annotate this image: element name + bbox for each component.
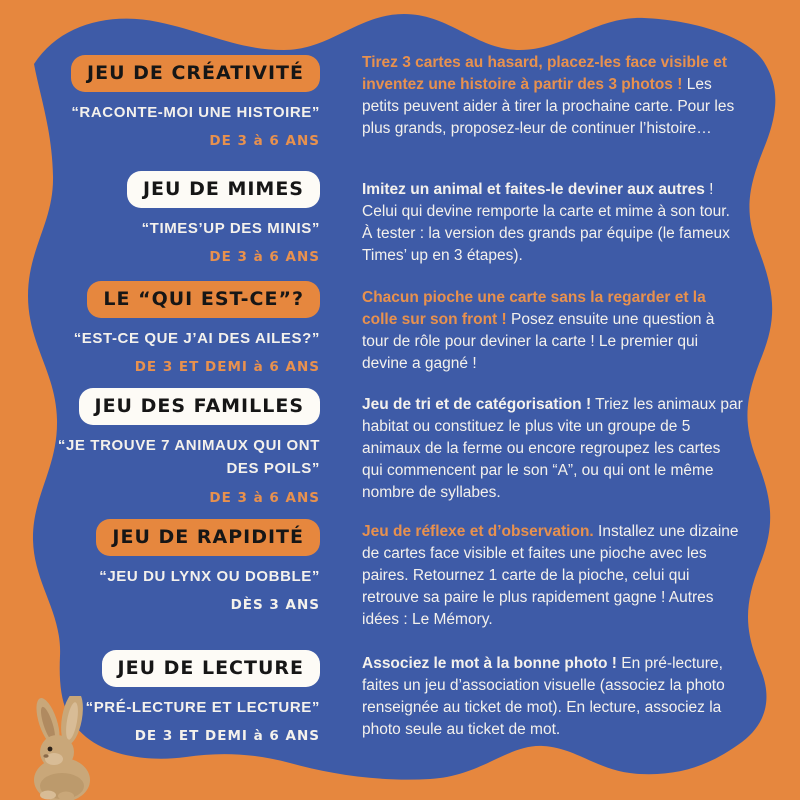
age-range-rapidite: DÈS 3 ANS xyxy=(230,597,320,614)
desc-lead-lecture: Associez le mot à la bonne photo ! xyxy=(362,655,617,672)
game-subtitle-rapidite: “JEU DU LYNX OU DOBBLE” xyxy=(99,568,320,585)
game-badge-mimes: JEU DE MIMES xyxy=(127,171,320,208)
desc-lecture xyxy=(362,653,744,741)
desc-rest-lecture: En pré-lecture, faites un jeu d’association visuelle (associez la photo renseignée au ticket de mot). En lecture, associez la photo seule au ticket de mot. xyxy=(362,655,725,738)
desc-rapidite xyxy=(362,521,744,631)
desc-rest-creativite: Les petits peuvent aider à tirer la prochaine carte. Pour les plus grands, proposez-leur de continuer l’histoire… xyxy=(362,76,735,137)
game-subtitle-creativite: “RACONTE-MOI UNE HISTOIRE” xyxy=(71,104,320,121)
game-badge-familles: JEU DES FAMILLES xyxy=(79,388,321,425)
game-subtitle-qui-est-ce: “EST-CE QUE J’AI DES AILES?” xyxy=(73,330,320,347)
rabbit-image xyxy=(10,696,118,800)
game-subtitle-lecture: “PRÉ-LECTURE ET LECTURE” xyxy=(85,699,320,716)
desc-rest-familles: Triez les animaux par habitat ou constituez le plus vite un groupe de 5 animaux de la ferme ou encore regroupez les cartes qui commencent par le son “A”, ou qui ont le même nombre de syllabes. xyxy=(362,396,743,501)
desc-familles xyxy=(362,394,744,504)
desc-rest-mimes: ! Celui qui devine remporte la carte et mime à son tour. À tester : la version des grands par équipe (le fameux Times’ up en 3 étapes). xyxy=(362,181,730,264)
game-subtitle-familles: “JE TROUVE 7 ANIMAUX QUI ONT DES POILS” xyxy=(57,437,320,478)
age-range-creativite: DE 3 à 6 ANS xyxy=(209,133,320,150)
desc-lead-qui-est-ce: Chacun pioche une carte sans la regarder et la colle sur son front ! xyxy=(362,289,706,328)
desc-lead-rapidite: Jeu de réflexe et d’observation. xyxy=(362,523,594,540)
section-qui-est-ce xyxy=(40,281,320,375)
age-range-familles: DE 3 à 6 ANS xyxy=(209,489,320,506)
game-badge-rapidite: JEU DE RAPIDITÉ xyxy=(96,519,320,556)
age-range-mimes: DE 3 à 6 ANS xyxy=(209,249,320,266)
section-familles xyxy=(40,388,320,506)
game-badge-qui-est-ce: LE “QUI EST-CE”? xyxy=(87,281,320,318)
desc-lead-mimes: Imitez un animal et faites-le deviner aux autres xyxy=(362,181,705,198)
desc-lead-familles: Jeu de tri et de catégorisation ! xyxy=(362,396,592,413)
section-mimes xyxy=(40,171,320,265)
game-badge-lecture: JEU DE LECTURE xyxy=(102,650,320,687)
desc-rest-rapidite: Installez une dizaine de cartes face visible et faites une pioche avec les paires. Retournez 1 carte de la pioche, celui qui retrouve sa paire le plus rapidement gagne ! Autres idées : Le Mémory. xyxy=(362,523,739,628)
desc-rest-qui-est-ce: Posez ensuite une question à tour de rôle pour deviner la carte ! Le premier qui devine a gagné ! xyxy=(362,311,715,372)
desc-lead-creativite: Tirez 3 cartes au hasard, placez-les face visible et inventez une histoire à partir des 3 photos ! xyxy=(362,54,728,93)
game-subtitle-mimes: “TIMES’UP DES MINIS” xyxy=(141,220,320,237)
age-range-qui-est-ce: DE 3 ET DEMI à 6 ANS xyxy=(134,359,320,376)
desc-mimes xyxy=(362,179,744,267)
desc-creativite xyxy=(362,52,744,140)
game-badge-creativite: JEU DE CRÉATIVITÉ xyxy=(71,55,320,92)
age-range-lecture: DE 3 ET DEMI à 6 ANS xyxy=(134,728,320,745)
section-creativite xyxy=(40,55,320,149)
section-rapidite xyxy=(40,519,320,613)
desc-qui-est-ce xyxy=(362,287,744,375)
